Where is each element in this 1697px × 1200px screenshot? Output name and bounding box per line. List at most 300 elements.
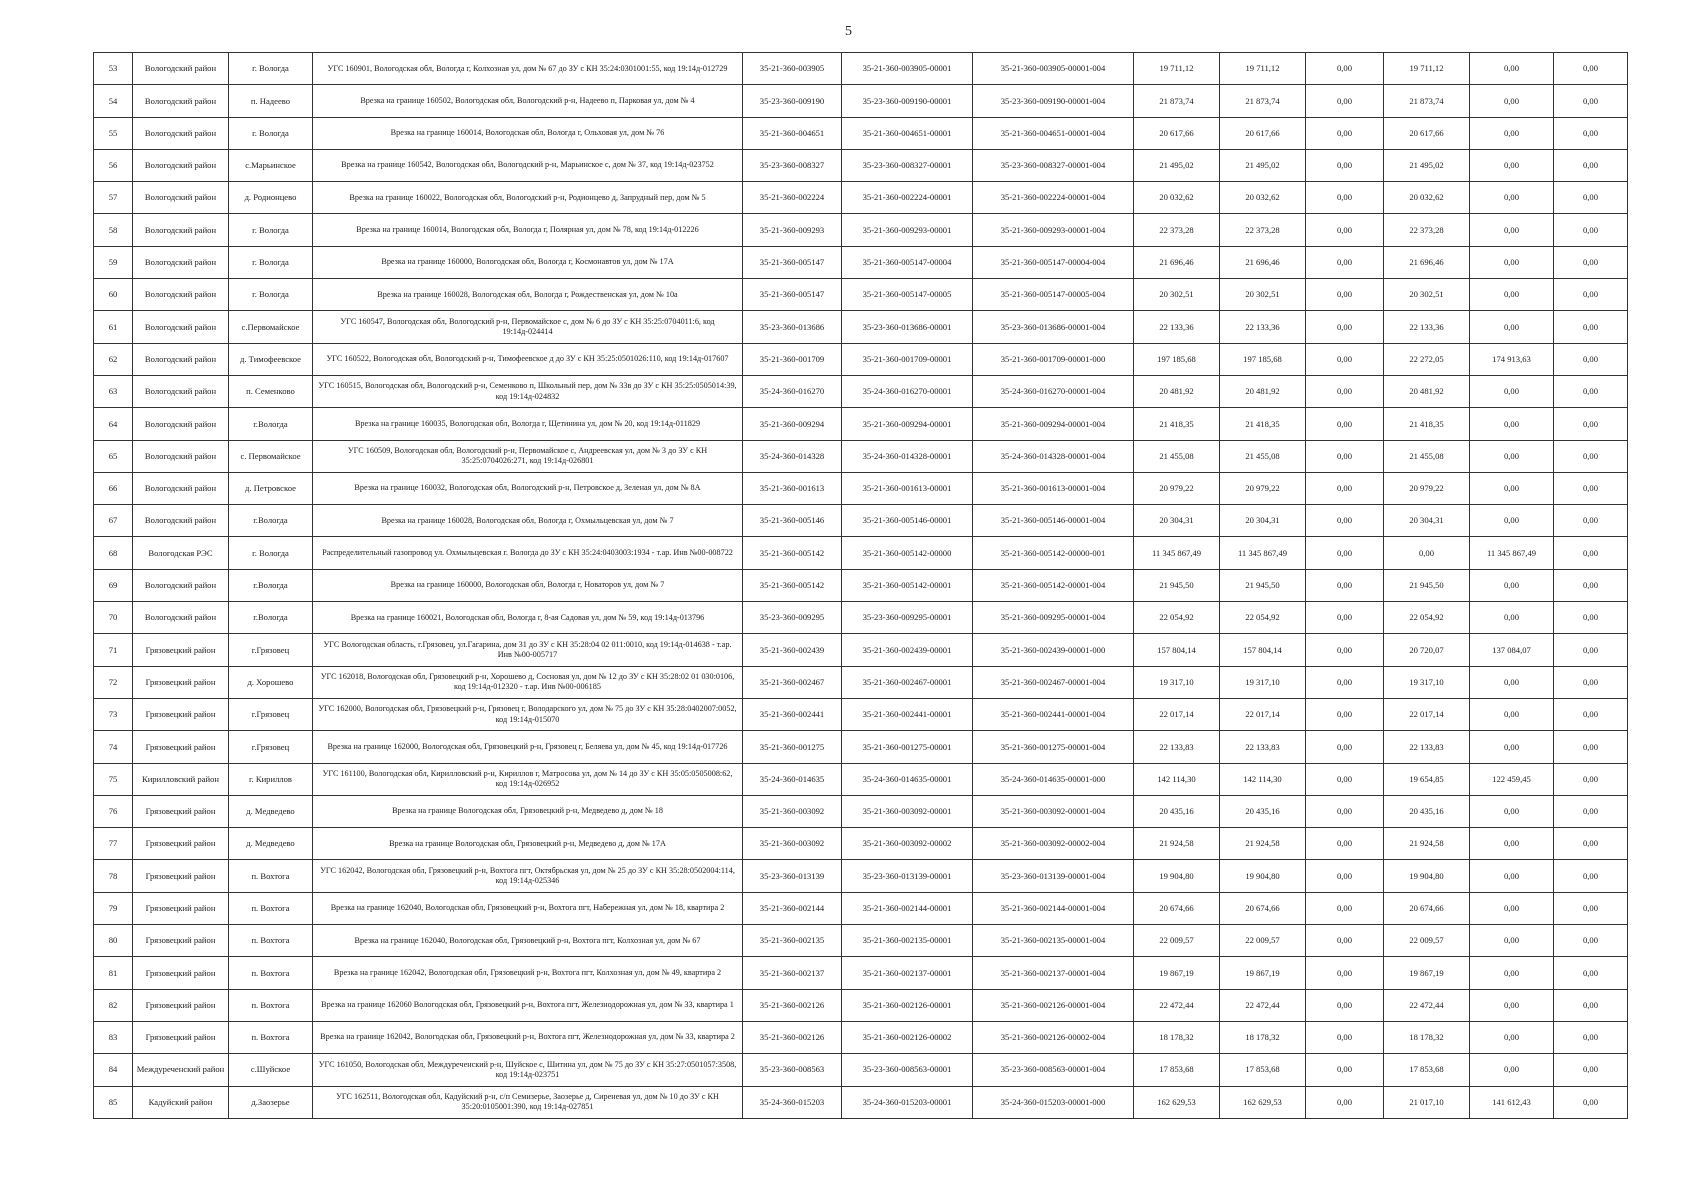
cell-object-address: УГС 161050, Вологодская обл, Междуреченский р-н, Шуйское с, Шитина ул, дом № 75 до ЗУ с КН 35:27:0501057:3508, код 19:14д-023751 <box>313 1054 743 1086</box>
cell-locality: п. Вохтога <box>229 1021 313 1053</box>
cell-row-number: 72 <box>94 666 133 698</box>
cell-value-rest: 0,00 <box>1554 537 1628 569</box>
cell-subobject-code: 35-21-360-002137-00001 <box>842 957 973 989</box>
cell-value-part-1: 20 979,22 <box>1384 472 1470 504</box>
cell-value-part-2: 0,00 <box>1470 505 1554 537</box>
cell-total-value: 162 629,53 <box>1134 1086 1220 1119</box>
cell-value-part-1: 21 495,02 <box>1384 149 1470 181</box>
cell-district: Вологодский район <box>133 214 229 246</box>
cell-row-number: 69 <box>94 569 133 601</box>
cell-district: Грязовецкий район <box>133 828 229 860</box>
cell-subobject-code: 35-21-360-002135-00001 <box>842 925 973 957</box>
table-row <box>94 85 1628 117</box>
cell-element-code: 35-23-360-013686-00001-004 <box>973 311 1134 343</box>
cell-object-code: 35-21-360-005147 <box>743 246 842 278</box>
cell-row-number: 61 <box>94 311 133 343</box>
cell-value-part-1: 22 373,28 <box>1384 214 1470 246</box>
cell-row-number: 81 <box>94 957 133 989</box>
cell-row-number: 58 <box>94 214 133 246</box>
cell-value-zero: 0,00 <box>1306 731 1384 763</box>
cell-object-code: 35-23-360-009190 <box>743 85 842 117</box>
cell-element-code: 35-24-360-016270-00001-004 <box>973 375 1134 407</box>
cell-district: Вологодский район <box>133 149 229 181</box>
cell-value-part-2: 0,00 <box>1470 311 1554 343</box>
cell-value-rest: 0,00 <box>1554 85 1628 117</box>
cell-value-zero: 0,00 <box>1306 1054 1384 1086</box>
cell-element-code: 35-21-360-002441-00001-004 <box>973 698 1134 730</box>
cell-total-value: 22 054,92 <box>1134 602 1220 634</box>
cell-value-rest: 0,00 <box>1554 1054 1628 1086</box>
cell-value-sum: 22 373,28 <box>1220 214 1306 246</box>
table-row <box>94 1021 1628 1053</box>
cell-subobject-code: 35-21-360-002144-00001 <box>842 892 973 924</box>
cell-object-address: Врезка на границе 160032, Вологодская обл, Вологодский р-н, Петровское д, Зеленая ул, дом № 8А <box>313 472 743 504</box>
cell-value-part-2: 174 913,63 <box>1470 343 1554 375</box>
cell-value-sum: 19 904,80 <box>1220 860 1306 892</box>
cell-value-rest: 0,00 <box>1554 311 1628 343</box>
cell-row-number: 79 <box>94 892 133 924</box>
cell-value-sum: 21 924,58 <box>1220 828 1306 860</box>
cell-value-part-1: 21 696,46 <box>1384 246 1470 278</box>
cell-object-code: 35-24-360-015203 <box>743 1086 842 1119</box>
cell-locality: п. Вохтога <box>229 892 313 924</box>
cell-object-code: 35-21-360-003092 <box>743 795 842 827</box>
cell-subobject-code: 35-23-360-013686-00001 <box>842 311 973 343</box>
cell-district: Кирилловский район <box>133 763 229 795</box>
cell-value-part-2: 0,00 <box>1470 279 1554 311</box>
cell-row-number: 76 <box>94 795 133 827</box>
cell-total-value: 157 804,14 <box>1134 634 1220 666</box>
cell-object-code: 35-21-360-001275 <box>743 731 842 763</box>
cell-value-zero: 0,00 <box>1306 53 1384 85</box>
cell-subobject-code: 35-23-360-009190-00001 <box>842 85 973 117</box>
cell-subobject-code: 35-21-360-001275-00001 <box>842 731 973 763</box>
cell-value-part-2: 0,00 <box>1470 53 1554 85</box>
cell-value-sum: 20 979,22 <box>1220 472 1306 504</box>
cell-value-sum: 22 472,44 <box>1220 989 1306 1021</box>
cell-total-value: 11 345 867,49 <box>1134 537 1220 569</box>
cell-object-address: Врезка на границе 160022, Вологодская обл, Вологодский р-н, Родионцево д, Запрудный пер, дом № 5 <box>313 182 743 214</box>
cell-element-code: 35-21-360-002439-00001-000 <box>973 634 1134 666</box>
cell-total-value: 21 696,46 <box>1134 246 1220 278</box>
cell-value-part-2: 0,00 <box>1470 472 1554 504</box>
cell-row-number: 67 <box>94 505 133 537</box>
cell-object-address: Врезка на границе 160014, Вологодская обл, Вологда г, Ольховая ул, дом № 76 <box>313 117 743 149</box>
table-row <box>94 925 1628 957</box>
cell-value-part-1: 21 873,74 <box>1384 85 1470 117</box>
cell-value-rest: 0,00 <box>1554 408 1628 440</box>
cell-total-value: 21 924,58 <box>1134 828 1220 860</box>
cell-subobject-code: 35-23-360-013139-00001 <box>842 860 973 892</box>
cell-value-rest: 0,00 <box>1554 1086 1628 1119</box>
cell-district: Вологодская РЭС <box>133 537 229 569</box>
cell-locality: г.Вологда <box>229 569 313 601</box>
cell-object-code: 35-21-360-002467 <box>743 666 842 698</box>
cell-element-code: 35-21-360-001709-00001-000 <box>973 343 1134 375</box>
cell-total-value: 20 304,31 <box>1134 505 1220 537</box>
cell-district: Вологодский район <box>133 311 229 343</box>
cell-row-number: 54 <box>94 85 133 117</box>
cell-locality: д. Родионцево <box>229 182 313 214</box>
cell-element-code: 35-21-360-002135-00001-004 <box>973 925 1134 957</box>
cell-value-part-2: 0,00 <box>1470 828 1554 860</box>
cell-object-code: 35-23-360-013686 <box>743 311 842 343</box>
table-row <box>94 53 1628 85</box>
cell-object-code: 35-21-360-003092 <box>743 828 842 860</box>
cell-subobject-code: 35-21-360-002126-00001 <box>842 989 973 1021</box>
cell-subobject-code: 35-23-360-008563-00001 <box>842 1054 973 1086</box>
cell-value-part-1: 0,00 <box>1384 537 1470 569</box>
cell-element-code: 35-21-360-009293-00001-004 <box>973 214 1134 246</box>
cell-subobject-code: 35-24-360-015203-00001 <box>842 1086 973 1119</box>
cell-element-code: 35-24-360-015203-00001-000 <box>973 1086 1134 1119</box>
cell-object-code: 35-23-360-009295 <box>743 602 842 634</box>
cell-value-zero: 0,00 <box>1306 182 1384 214</box>
cell-object-address: Врезка на границе 160502, Вологодская обл, Вологодский р-н, Надеево п, Парковая ул, дом № 4 <box>313 85 743 117</box>
cell-district: Грязовецкий район <box>133 860 229 892</box>
cell-value-zero: 0,00 <box>1306 989 1384 1021</box>
cell-value-rest: 0,00 <box>1554 828 1628 860</box>
cell-total-value: 22 133,36 <box>1134 311 1220 343</box>
cell-object-code: 35-21-360-002137 <box>743 957 842 989</box>
cell-value-rest: 0,00 <box>1554 666 1628 698</box>
cell-object-code: 35-21-360-005146 <box>743 505 842 537</box>
cell-subobject-code: 35-21-360-002224-00001 <box>842 182 973 214</box>
cell-value-rest: 0,00 <box>1554 1021 1628 1053</box>
cell-object-code: 35-21-360-002135 <box>743 925 842 957</box>
cell-value-zero: 0,00 <box>1306 698 1384 730</box>
cell-element-code: 35-21-360-002467-00001-004 <box>973 666 1134 698</box>
cell-object-address: УГС 160515, Вологодская обл, Вологодский р-н, Семенково п, Школьный пер, дом № 33в до ЗУ с КН 35:25:0505014:39, код 19:14д-024832 <box>313 375 743 407</box>
cell-value-part-1: 20 032,62 <box>1384 182 1470 214</box>
cell-object-address: Врезка на границе 162040, Вологодская обл, Грязовецкий р-н, Вохтога пгт, Колхозная ул, дом № 67 <box>313 925 743 957</box>
cell-object-code: 35-21-360-001613 <box>743 472 842 504</box>
cell-locality: г. Кириллов <box>229 763 313 795</box>
cell-district: Вологодский район <box>133 117 229 149</box>
cell-value-zero: 0,00 <box>1306 1021 1384 1053</box>
registry-table-body <box>94 53 1628 1119</box>
cell-value-part-1: 20 481,92 <box>1384 375 1470 407</box>
table-row <box>94 182 1628 214</box>
cell-district: Вологодский район <box>133 85 229 117</box>
cell-locality: г.Грязовец <box>229 698 313 730</box>
cell-total-value: 22 017,14 <box>1134 698 1220 730</box>
cell-value-sum: 19 317,10 <box>1220 666 1306 698</box>
cell-total-value: 19 867,19 <box>1134 957 1220 989</box>
cell-value-zero: 0,00 <box>1306 602 1384 634</box>
cell-value-zero: 0,00 <box>1306 472 1384 504</box>
cell-value-zero: 0,00 <box>1306 1086 1384 1119</box>
cell-value-part-1: 21 945,50 <box>1384 569 1470 601</box>
cell-value-part-2: 0,00 <box>1470 860 1554 892</box>
cell-district: Грязовецкий район <box>133 892 229 924</box>
table-row <box>94 763 1628 795</box>
cell-value-part-2: 0,00 <box>1470 149 1554 181</box>
cell-value-part-2: 0,00 <box>1470 214 1554 246</box>
cell-row-number: 55 <box>94 117 133 149</box>
cell-row-number: 59 <box>94 246 133 278</box>
cell-district: Вологодский район <box>133 375 229 407</box>
cell-value-part-2: 0,00 <box>1470 892 1554 924</box>
cell-locality: п. Вохтога <box>229 989 313 1021</box>
cell-value-zero: 0,00 <box>1306 246 1384 278</box>
table-row <box>94 795 1628 827</box>
cell-subobject-code: 35-21-360-009293-00001 <box>842 214 973 246</box>
cell-value-rest: 0,00 <box>1554 117 1628 149</box>
registry-table <box>93 52 1628 1119</box>
cell-value-sum: 17 853,68 <box>1220 1054 1306 1086</box>
cell-value-part-2: 0,00 <box>1470 117 1554 149</box>
cell-element-code: 35-21-360-005147-00005-004 <box>973 279 1134 311</box>
cell-district: Грязовецкий район <box>133 989 229 1021</box>
cell-value-zero: 0,00 <box>1306 279 1384 311</box>
cell-district: Грязовецкий район <box>133 957 229 989</box>
cell-object-address: УГС 160509, Вологодская обл, Вологодский р-н, Первомайское с, Андреевская ул, дом № 3 до ЗУ с КН 35:25:0704026:271, код 19:14д-026801 <box>313 440 743 472</box>
cell-subobject-code: 35-21-360-005142-00001 <box>842 569 973 601</box>
cell-object-code: 35-21-360-002126 <box>743 1021 842 1053</box>
cell-row-number: 63 <box>94 375 133 407</box>
cell-total-value: 21 495,02 <box>1134 149 1220 181</box>
table-row <box>94 472 1628 504</box>
cell-value-rest: 0,00 <box>1554 569 1628 601</box>
cell-district: Вологодский район <box>133 569 229 601</box>
cell-object-code: 35-24-360-014635 <box>743 763 842 795</box>
cell-total-value: 17 853,68 <box>1134 1054 1220 1086</box>
cell-locality: г. Вологда <box>229 537 313 569</box>
cell-value-part-1: 20 617,66 <box>1384 117 1470 149</box>
cell-element-code: 35-21-360-004651-00001-004 <box>973 117 1134 149</box>
cell-object-code: 35-21-360-002441 <box>743 698 842 730</box>
cell-value-part-1: 22 017,14 <box>1384 698 1470 730</box>
cell-object-address: УГС Вологодская область, г.Грязовец, ул.Гагарина, дом 31 до ЗУ с КН 35:28:04 02 011:0010, код 19:14д-014638 - т.ар. Инв №00-005717 <box>313 634 743 666</box>
cell-locality: д. Медведево <box>229 828 313 860</box>
cell-row-number: 56 <box>94 149 133 181</box>
cell-object-address: УГС 160901, Вологодская обл, Вологда г, Колхозная ул, дом № 67 до ЗУ с КН 35:24:0301001:55, код 19:14д-012729 <box>313 53 743 85</box>
cell-element-code: 35-21-360-005142-00001-004 <box>973 569 1134 601</box>
cell-row-number: 84 <box>94 1054 133 1086</box>
cell-value-rest: 0,00 <box>1554 698 1628 730</box>
cell-object-code: 35-24-360-014328 <box>743 440 842 472</box>
cell-object-address: УГС 162018, Вологодская обл, Грязовецкий р-н, Хорошево д, Сосновая ул, дом № 12 до ЗУ с КН 35:28:02 01 030:0106, код 19:14д-012320 - т.ар. Инв №00-006185 <box>313 666 743 698</box>
table-row <box>94 634 1628 666</box>
cell-value-zero: 0,00 <box>1306 634 1384 666</box>
cell-object-address: Врезка на границе 162040, Вологодская обл, Грязовецкий р-н, Вохтога пгт, Набережная ул, дом № 18, квартира 2 <box>313 892 743 924</box>
cell-object-address: Врезка на границе 160542, Вологодская обл, Вологодский р-н, Марьинское с, дом № 37, код 19:14д-023752 <box>313 149 743 181</box>
cell-value-part-2: 0,00 <box>1470 182 1554 214</box>
cell-value-part-1: 20 302,51 <box>1384 279 1470 311</box>
cell-value-part-1: 22 472,44 <box>1384 989 1470 1021</box>
cell-value-part-1: 19 711,12 <box>1384 53 1470 85</box>
cell-element-code: 35-21-360-003092-00002-004 <box>973 828 1134 860</box>
cell-object-address: УГС 162042, Вологодская обл, Грязовецкий р-н, Вохтога пгт, Октябрьская ул, дом № 25 до ЗУ с КН 35:28:0502004:114, код 19:14д-025346 <box>313 860 743 892</box>
cell-district: Вологодский район <box>133 343 229 375</box>
cell-value-zero: 0,00 <box>1306 763 1384 795</box>
cell-object-code: 35-21-360-005147 <box>743 279 842 311</box>
cell-element-code: 35-21-360-002126-00001-004 <box>973 989 1134 1021</box>
cell-total-value: 22 373,28 <box>1134 214 1220 246</box>
cell-row-number: 85 <box>94 1086 133 1119</box>
cell-value-sum: 22 054,92 <box>1220 602 1306 634</box>
cell-district: Грязовецкий район <box>133 666 229 698</box>
cell-value-zero: 0,00 <box>1306 957 1384 989</box>
cell-value-sum: 20 481,92 <box>1220 375 1306 407</box>
cell-row-number: 65 <box>94 440 133 472</box>
cell-object-address: Врезка на границе Вологодская обл, Грязовецкий р-н, Медведево д, дом № 17А <box>313 828 743 860</box>
cell-object-address: УГС 160547, Вологодская обл, Вологодский р-н, Первомайское с, дом № 6 до ЗУ с КН 35:25:0704011:6, код 19:14д-024414 <box>313 311 743 343</box>
cell-value-part-1: 20 304,31 <box>1384 505 1470 537</box>
cell-district: Грязовецкий район <box>133 731 229 763</box>
cell-subobject-code: 35-21-360-009294-00001 <box>842 408 973 440</box>
cell-value-sum: 22 133,36 <box>1220 311 1306 343</box>
cell-object-code: 35-21-360-002439 <box>743 634 842 666</box>
cell-value-part-1: 19 317,10 <box>1384 666 1470 698</box>
cell-district: Вологодский район <box>133 440 229 472</box>
cell-district: Грязовецкий район <box>133 1021 229 1053</box>
table-row <box>94 602 1628 634</box>
cell-value-sum: 157 804,14 <box>1220 634 1306 666</box>
cell-object-address: Врезка на границе 162042, Вологодская обл, Грязовецкий р-н, Вохтога пгт, Колхозная ул, дом № 49, квартира 2 <box>313 957 743 989</box>
table-row <box>94 440 1628 472</box>
cell-row-number: 62 <box>94 343 133 375</box>
cell-value-zero: 0,00 <box>1306 440 1384 472</box>
cell-subobject-code: 35-23-360-009295-00001 <box>842 602 973 634</box>
cell-value-part-2: 122 459,45 <box>1470 763 1554 795</box>
cell-value-part-2: 0,00 <box>1470 989 1554 1021</box>
cell-object-code: 35-21-360-009294 <box>743 408 842 440</box>
cell-element-code: 35-21-360-009294-00001-004 <box>973 408 1134 440</box>
cell-value-part-2: 0,00 <box>1470 795 1554 827</box>
cell-locality: п. Надеево <box>229 85 313 117</box>
cell-value-rest: 0,00 <box>1554 731 1628 763</box>
cell-total-value: 142 114,30 <box>1134 763 1220 795</box>
cell-value-zero: 0,00 <box>1306 375 1384 407</box>
cell-locality: г. Вологда <box>229 279 313 311</box>
table-row <box>94 279 1628 311</box>
table-row <box>94 117 1628 149</box>
cell-subobject-code: 35-23-360-008327-00001 <box>842 149 973 181</box>
cell-value-rest: 0,00 <box>1554 505 1628 537</box>
cell-element-code: 35-21-360-005142-00000-001 <box>973 537 1134 569</box>
cell-object-code: 35-21-360-001709 <box>743 343 842 375</box>
cell-value-sum: 21 495,02 <box>1220 149 1306 181</box>
cell-value-rest: 0,00 <box>1554 279 1628 311</box>
cell-value-part-1: 22 133,36 <box>1384 311 1470 343</box>
cell-subobject-code: 35-21-360-002467-00001 <box>842 666 973 698</box>
cell-value-rest: 0,00 <box>1554 925 1628 957</box>
cell-object-address: Врезка на границе Вологодская обл, Грязовецкий р-н, Медведево д, дом № 18 <box>313 795 743 827</box>
cell-value-sum: 197 185,68 <box>1220 343 1306 375</box>
cell-value-sum: 20 304,31 <box>1220 505 1306 537</box>
cell-element-code: 35-21-360-002126-00002-004 <box>973 1021 1134 1053</box>
table-row <box>94 957 1628 989</box>
cell-object-code: 35-21-360-004651 <box>743 117 842 149</box>
cell-element-code: 35-21-360-001613-00001-004 <box>973 472 1134 504</box>
cell-value-part-1: 21 418,35 <box>1384 408 1470 440</box>
cell-object-code: 35-23-360-008327 <box>743 149 842 181</box>
cell-locality: г.Грязовец <box>229 634 313 666</box>
cell-value-sum: 20 617,66 <box>1220 117 1306 149</box>
cell-object-code: 35-21-360-002126 <box>743 989 842 1021</box>
cell-row-number: 80 <box>94 925 133 957</box>
table-row <box>94 860 1628 892</box>
cell-value-zero: 0,00 <box>1306 860 1384 892</box>
cell-value-rest: 0,00 <box>1554 53 1628 85</box>
table-row <box>94 569 1628 601</box>
cell-value-part-2: 0,00 <box>1470 375 1554 407</box>
cell-locality: с.Первомайское <box>229 311 313 343</box>
cell-district: Вологодский район <box>133 408 229 440</box>
table-row <box>94 246 1628 278</box>
cell-value-zero: 0,00 <box>1306 214 1384 246</box>
cell-total-value: 20 481,92 <box>1134 375 1220 407</box>
table-row <box>94 537 1628 569</box>
cell-value-rest: 0,00 <box>1554 182 1628 214</box>
cell-value-rest: 0,00 <box>1554 634 1628 666</box>
cell-object-address: Врезка на границе 160000, Вологодская обл, Вологда г, Космонавтов ул, дом № 17А <box>313 246 743 278</box>
cell-value-zero: 0,00 <box>1306 795 1384 827</box>
cell-row-number: 82 <box>94 989 133 1021</box>
cell-value-zero: 0,00 <box>1306 85 1384 117</box>
table-row <box>94 408 1628 440</box>
cell-value-part-2: 0,00 <box>1470 1054 1554 1086</box>
cell-total-value: 19 317,10 <box>1134 666 1220 698</box>
cell-element-code: 35-23-360-009190-00001-004 <box>973 85 1134 117</box>
cell-value-part-1: 18 178,32 <box>1384 1021 1470 1053</box>
cell-value-sum: 142 114,30 <box>1220 763 1306 795</box>
cell-total-value: 22 009,57 <box>1134 925 1220 957</box>
cell-object-code: 35-21-360-003905 <box>743 53 842 85</box>
cell-locality: п. Семенково <box>229 375 313 407</box>
cell-value-sum: 21 873,74 <box>1220 85 1306 117</box>
cell-value-part-2: 137 084,07 <box>1470 634 1554 666</box>
cell-locality: д. Тимофеевское <box>229 343 313 375</box>
table-row <box>94 505 1628 537</box>
cell-row-number: 64 <box>94 408 133 440</box>
cell-district: Грязовецкий район <box>133 795 229 827</box>
cell-subobject-code: 35-21-360-001613-00001 <box>842 472 973 504</box>
cell-row-number: 68 <box>94 537 133 569</box>
cell-subobject-code: 35-24-360-014328-00001 <box>842 440 973 472</box>
cell-total-value: 21 418,35 <box>1134 408 1220 440</box>
cell-district: Вологодский район <box>133 246 229 278</box>
cell-value-rest: 0,00 <box>1554 214 1628 246</box>
cell-value-sum: 20 674,66 <box>1220 892 1306 924</box>
cell-value-sum: 11 345 867,49 <box>1220 537 1306 569</box>
cell-row-number: 74 <box>94 731 133 763</box>
cell-district: Вологодский район <box>133 602 229 634</box>
cell-element-code: 35-21-360-002137-00001-004 <box>973 957 1134 989</box>
cell-object-address: Врезка на границе 162042, Вологодская обл, Грязовецкий р-н, Вохтога пгт, Железнодорожная ул, дом № 33, квартира 2 <box>313 1021 743 1053</box>
cell-element-code: 35-23-360-008327-00001-004 <box>973 149 1134 181</box>
table-row <box>94 698 1628 730</box>
table-row <box>94 666 1628 698</box>
cell-value-part-1: 21 924,58 <box>1384 828 1470 860</box>
cell-subobject-code: 35-21-360-001709-00001 <box>842 343 973 375</box>
cell-value-sum: 18 178,32 <box>1220 1021 1306 1053</box>
cell-value-zero: 0,00 <box>1306 828 1384 860</box>
cell-value-rest: 0,00 <box>1554 860 1628 892</box>
cell-total-value: 197 185,68 <box>1134 343 1220 375</box>
cell-total-value: 21 945,50 <box>1134 569 1220 601</box>
cell-district: Вологодский район <box>133 505 229 537</box>
cell-row-number: 70 <box>94 602 133 634</box>
cell-element-code: 35-21-360-009295-00001-004 <box>973 602 1134 634</box>
cell-value-part-1: 19 904,80 <box>1384 860 1470 892</box>
cell-value-zero: 0,00 <box>1306 505 1384 537</box>
cell-value-sum: 21 696,46 <box>1220 246 1306 278</box>
cell-locality: п. Вохтога <box>229 860 313 892</box>
cell-row-number: 78 <box>94 860 133 892</box>
